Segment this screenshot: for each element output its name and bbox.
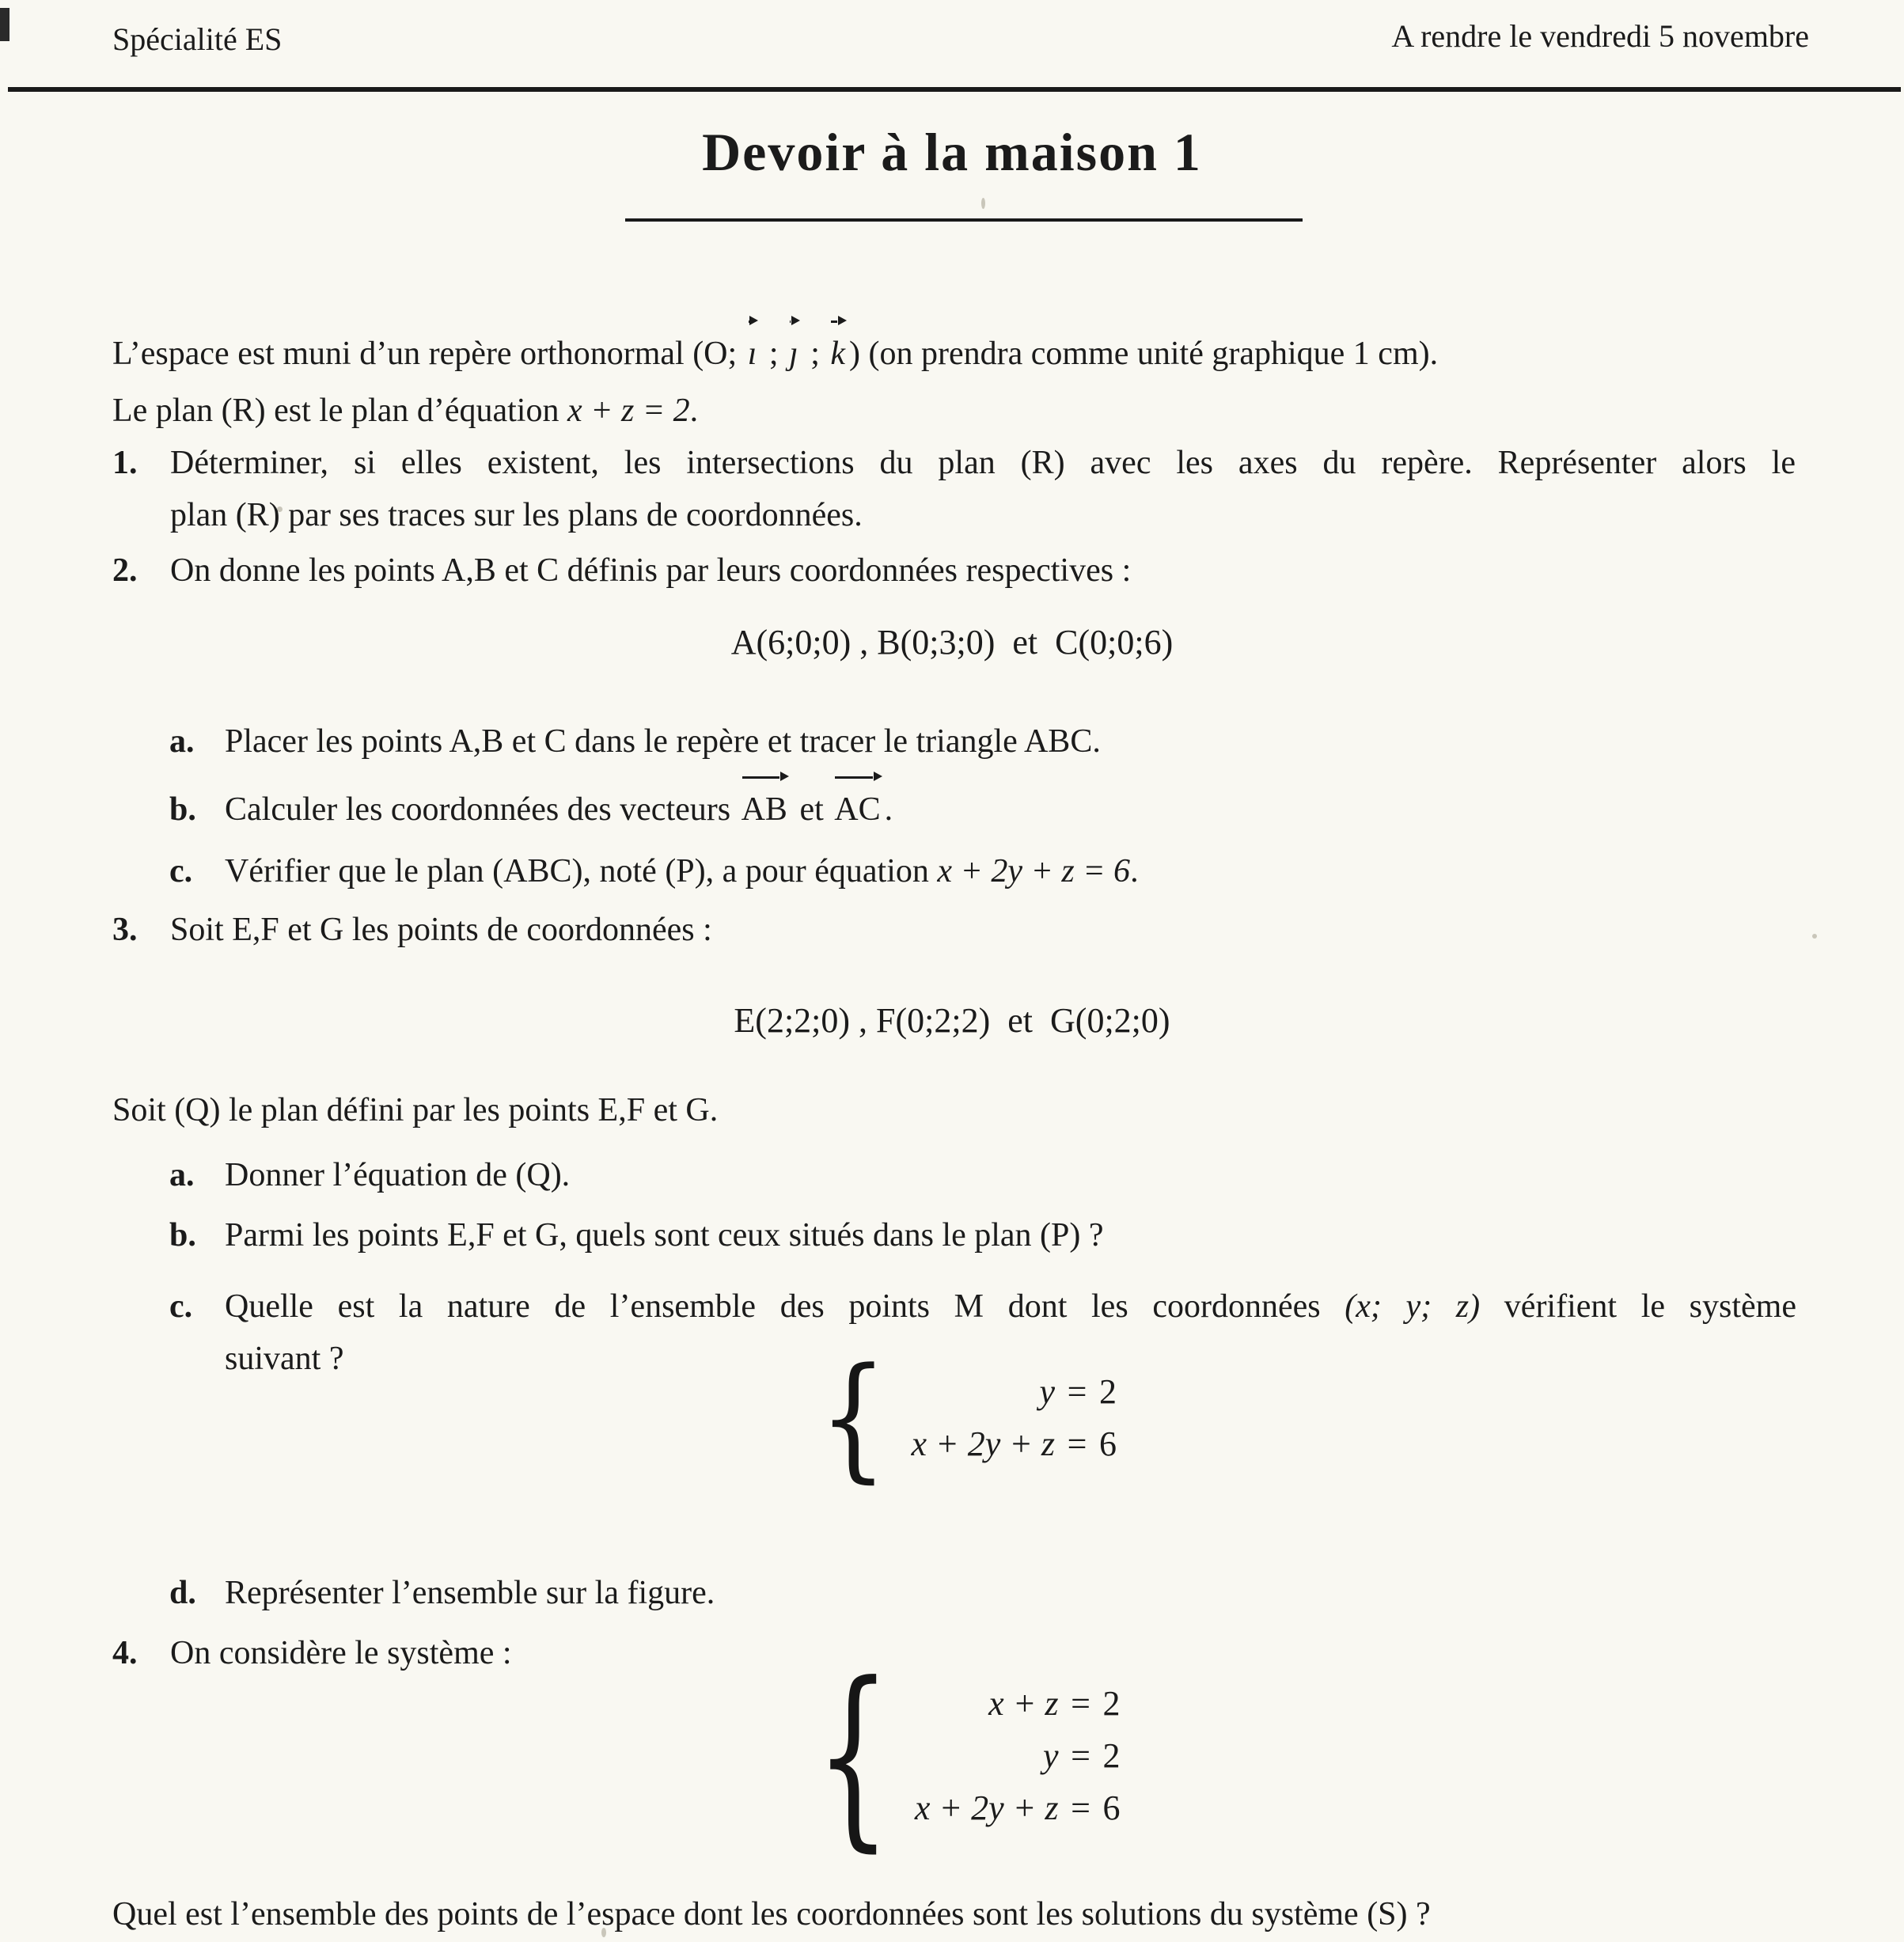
question-2c-text [225,845,1139,897]
vector-ab [741,783,787,836]
question-2a [169,715,1101,768]
intro-sep-2: ; [802,336,829,372]
equation-lhs: y [1042,1736,1059,1775]
question-1-line-1: Déterminer, si elles existent, les intersections du plan (R) avec les axes du repère. Représenter alors le [170,445,1796,481]
scan-speck [981,198,985,209]
equation-rhs: 6 [1099,1424,1117,1463]
points-efg-coordinates: E(2;2;0) , F(0;2;2) et G(0;2;0) [734,1001,1170,1040]
intro-line-2-pre: Le plan (R) est le plan d’équation [112,393,567,429]
header-course-label: Spécialité ES [112,21,283,57]
question-3c-line-2: suivant ? [225,1341,344,1378]
question-2b-text [225,783,893,836]
question-4-text: On considère le système : [170,1635,512,1671]
question-3b-text: Parmi les points E,F et G, quels sont ceux situés dans le plan (P) ? [225,1217,1104,1254]
question-3c-post: vérifient le système [1480,1288,1796,1325]
vector-ab-letters: AB [741,791,787,828]
question-3-number: 3. [112,912,138,948]
intro-sep-1: ; [760,336,787,372]
question-2b [169,783,893,836]
equals-sign: = [1067,1424,1087,1463]
question-3c-line-1 [225,1280,1796,1333]
intro-line-1-pre: L’espace est muni d’un repère orthonormal (O; [112,336,745,372]
question-2c [169,845,1139,897]
plane-q-definition: Soit (Q) le plan défini par les points E,F et G. [112,1092,719,1128]
system-2-brace: { [815,1642,891,1870]
question-2a-text: Placer les points A,B et C dans le repère et tracer le triangle ABC. [225,723,1101,760]
question-3a [169,1149,571,1201]
equation-lhs: x + 2y + z [914,1788,1059,1827]
question-2-number: 2. [112,552,138,589]
intro-line-2 [112,385,698,437]
intro-line-1 [112,328,1438,380]
question-3 [112,904,712,956]
equation-lhs: x + z [988,1684,1059,1723]
vector-i [748,328,757,380]
equation-lhs: x + 2y + z [911,1424,1056,1463]
equation-rhs: 2 [1099,1372,1117,1411]
intro-line-2-post: . [689,393,699,429]
question-2c-letter: c. [169,853,193,889]
coordinates-xyz: (x; y; z) [1345,1288,1481,1325]
equals-sign: = [1067,1372,1087,1411]
vector-j [789,328,798,380]
equation-lhs: y [1039,1372,1056,1411]
intro-line-1-post: ) (on prendra comme unité graphique 1 cm). [849,336,1439,372]
vector-j-letter: ȷ [789,336,798,372]
system-1-brace: { [818,1340,888,1496]
header-due-date: A rendre le vendredi 5 novembre [1391,18,1809,54]
question-2-text: On donne les points A,B et C définis par leurs coordonnées respectives : [170,552,1132,589]
equals-sign: = [1071,1684,1090,1723]
final-question: Quel est l’ensemble des points de l’espace dont les coordonnées sont les solutions du système (S) ? [112,1896,1431,1933]
points-abc-coordinates: A(6;0;0) , B(0;3;0) et C(0;0;6) [730,623,1174,662]
equation-rhs: 6 [1102,1788,1121,1827]
system-1-equations [911,1366,1117,1470]
question-2b-mid: et [791,791,833,828]
question-3c-pre: Quelle est la nature de l’ensemble des points M dont les coordonnées [225,1288,1345,1325]
question-3a-letter: a. [169,1157,195,1193]
question-3b-letter: b. [169,1217,196,1254]
question-2b-pre: Calculer les coordonnées des vecteurs [225,791,739,828]
equation-rhs: 2 [1102,1684,1121,1723]
question-3c-letter: c. [169,1288,193,1325]
question-3a-text: Donner l’équation de (Q). [225,1157,571,1193]
question-4 [112,1627,512,1679]
question-1 [112,437,1796,542]
vector-i-letter: ı [747,336,757,372]
question-3b [169,1209,1104,1261]
vector-k-letter: k [830,336,846,372]
question-4-number: 4. [112,1635,138,1671]
plane-r-equation: x + z = 2 [567,393,690,429]
question-3d-letter: d. [169,1575,196,1611]
scan-artifact [0,8,9,41]
system-2-equations [915,1678,1121,1834]
question-2c-post: . [1130,853,1139,889]
question-1-number: 1. [112,445,138,481]
question-2a-letter: a. [169,723,195,760]
question-2c-pre: Vérifier que le plan (ABC), noté (P), a pour équation [225,853,938,889]
scan-speck [1812,934,1817,939]
system-2 [815,1642,1121,1870]
question-3d [169,1567,715,1619]
equation-rhs: 2 [1102,1736,1121,1775]
equals-sign: = [1071,1788,1090,1827]
equals-sign: = [1071,1736,1090,1775]
plane-p-equation: x + 2y + z = 6 [937,853,1131,889]
question-3-text: Soit E,F et G les points de coordonnées : [170,912,712,948]
page-title: Devoir à la maison 1 [702,122,1202,182]
title-underline [625,218,1303,222]
vector-k [830,328,845,380]
system-1 [818,1340,1117,1496]
question-2 [112,544,1132,597]
vector-ac [834,783,880,836]
question-1-line-2: plan (R) par ses traces sur les plans de coordonnées. [170,497,863,534]
question-2b-letter: b. [169,791,196,828]
question-3d-text: Représenter l’ensemble sur la figure. [225,1575,715,1611]
question-2b-post: . [884,791,893,828]
header-rule [8,87,1901,92]
vector-ac-letters: AC [834,791,881,828]
